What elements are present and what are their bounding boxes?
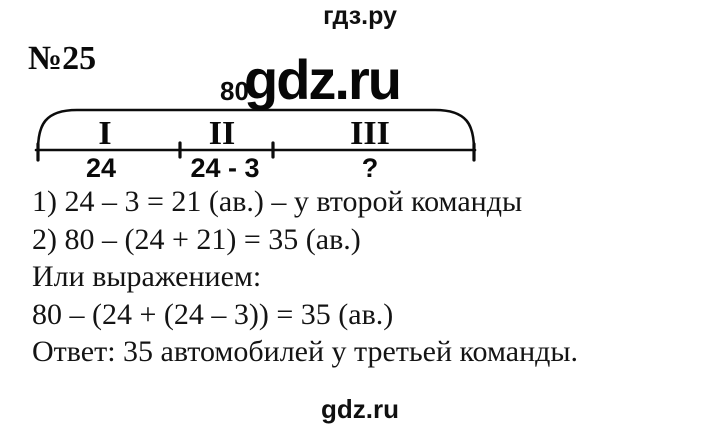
section-3-value: ?: [361, 153, 379, 183]
section-2-value: 24 - 3: [190, 153, 260, 183]
section-1-label: I: [98, 115, 112, 152]
solution-line-4: 80 – (24 + (24 – 3)) = 35 (ав.): [32, 297, 394, 331]
solution-line-1: 1) 24 – 3 = 21 (ав.) – у второй команды: [32, 185, 523, 218]
solution-text: [32, 183, 692, 371]
solution-line-5: Ответ: 35 автомобилей у третьей команды.: [32, 335, 579, 368]
gdz-watermark: gdz.ru: [244, 48, 400, 111]
section-1-value: 24: [85, 153, 117, 183]
solution-line-2: 2) 80 – (24 + 21) = 35 (ав.): [32, 222, 361, 256]
site-footer-watermark: gdz.ru: [321, 394, 399, 424]
solution-line-3: Или выражением:: [32, 260, 262, 293]
section-2-label: II: [208, 115, 236, 152]
segment-diagram: [28, 100, 480, 184]
section-3-label: III: [350, 115, 390, 152]
site-header-watermark: гдз.ру: [323, 2, 397, 30]
diagram-total-label: 80: [220, 76, 249, 106]
problem-number: №25: [28, 40, 97, 77]
